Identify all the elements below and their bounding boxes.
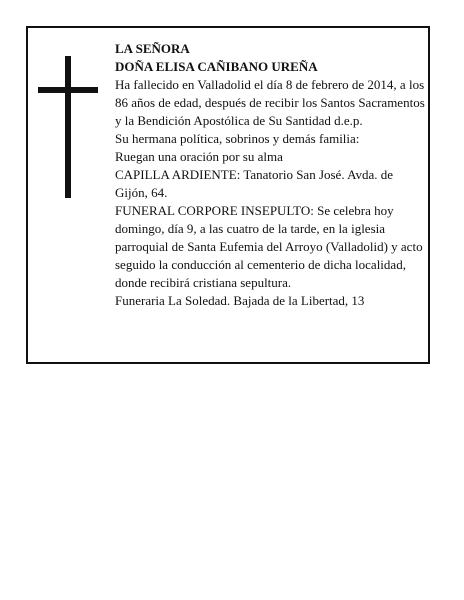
- deceased-name: DOÑA ELISA CAÑIBANO UREÑA: [115, 59, 318, 74]
- funeral-home-info: Funeraria La Soledad. Bajada de la Libertad, 13: [115, 293, 365, 308]
- cross-icon: [38, 56, 98, 198]
- death-announcement: Ha fallecido en Valladolid el día 8 de febrero de 2014, a los 86 años de edad, después de recibir los Santos Sacramentos y la Bendición Apostólica de Su Santidad d.e.p.: [115, 77, 425, 128]
- family-line: Su hermana política, sobrinos y demás familia:: [115, 131, 360, 146]
- notice-text: [115, 40, 427, 310]
- obituary-notice: [26, 26, 430, 364]
- chapel-info: CAPILLA ARDIENTE: Tanatorio San José. Avda. de Gijón, 64.: [115, 167, 394, 200]
- funeral-info: FUNERAL CORPORE INSEPULTO: Se celebra hoy domingo, día 9, a las cuatro de la tarde, en la iglesia parroquial de Santa Eufemia del Arroyo (Valladolid) y acto seguido la conducción al cementerio de dicha localidad, donde recibirá cristiana sepultura.: [115, 203, 423, 290]
- notice-title-line1: LA SEÑORA: [115, 41, 190, 56]
- prayer-request: Ruegan una oración por su alma: [115, 149, 283, 164]
